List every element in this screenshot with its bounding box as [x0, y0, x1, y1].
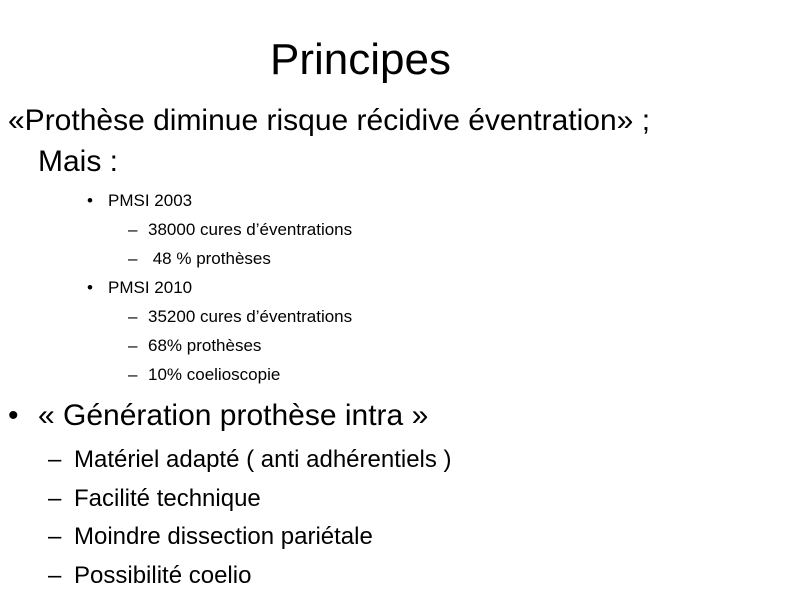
advantages-list [0, 441, 800, 595]
list-item-text: 38000 cures d’éventrations [148, 220, 353, 239]
dash-marker: – [128, 307, 138, 326]
list-item [0, 186, 800, 215]
dash-marker: – [48, 523, 62, 550]
list-item [0, 557, 800, 596]
dash-marker: – [128, 249, 138, 268]
list-item [0, 360, 800, 389]
dash-marker: – [48, 484, 62, 512]
list-item-text: 35200 cures d’éventrations [148, 307, 353, 326]
dash-marker: – [128, 365, 138, 384]
slide-title: Principes [270, 35, 451, 84]
list-item [0, 480, 800, 519]
list-item [0, 273, 800, 302]
list-item-text: Possibilité coelio [74, 561, 252, 589]
dash-marker: – [48, 446, 62, 473]
intro-line-2: Mais : [38, 145, 119, 178]
bullet-marker: • [8, 399, 19, 432]
dash-marker: – [128, 336, 138, 355]
bullet-marker: • [87, 278, 93, 297]
list-item [0, 331, 800, 360]
list-item-text: Facilité technique [74, 484, 261, 512]
list-item-text: 10% coelioscopie [148, 365, 281, 384]
list-item-text: Moindre dissection pariétale [74, 523, 373, 550]
list-item [0, 244, 800, 273]
list-item [0, 441, 800, 480]
list-item-text: Matériel adapté ( anti adhérentiels ) [74, 446, 452, 473]
list-item [0, 215, 800, 244]
bullet-marker: • [87, 191, 93, 210]
list-item-text: PMSI 2003 [108, 191, 193, 210]
intro-line-1: «Prothèse diminue risque récidive éventration» ; [8, 104, 651, 137]
list-item-text: 48 % prothèses [148, 249, 271, 268]
main-bullet-text: « Génération prothèse intra » [38, 399, 429, 432]
list-item [0, 518, 800, 557]
list-item-text: 68% prothèses [148, 336, 262, 355]
intro-statement [8, 100, 650, 182]
dash-marker: – [48, 561, 62, 589]
dash-marker: – [128, 220, 138, 239]
list-item-text: PMSI 2010 [108, 278, 193, 297]
pmsi-list [0, 186, 800, 389]
list-item [0, 302, 800, 331]
